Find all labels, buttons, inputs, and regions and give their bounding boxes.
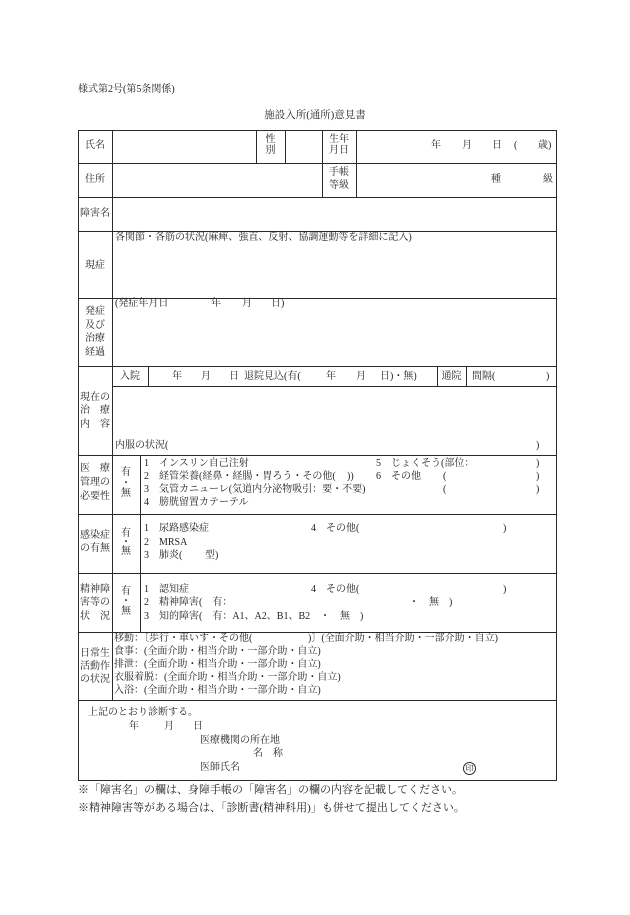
- note-disability-name: ※「障害名」の欄は、身障手帳の「障害名」の欄の内容を記載してください。: [78, 784, 463, 796]
- grade-level-unit: 級: [543, 174, 553, 185]
- infection-presence-no: 無: [121, 546, 131, 557]
- mental-item-3-close: ・ 無 ): [320, 611, 364, 622]
- handbook-label-line-2: 等級: [329, 180, 349, 191]
- treatment-label-line-3: 内 容: [80, 419, 110, 430]
- medical-care-label-line-3: 必要性: [80, 491, 110, 502]
- seal-mark: 印: [463, 762, 476, 775]
- medical-care-presence-yes: 有: [121, 467, 131, 478]
- medical-care-label-line-2: 管理の: [80, 477, 110, 488]
- sex-label-line-2: 別: [265, 145, 276, 156]
- certification-statement: 上記のとおり診断する。: [88, 707, 198, 718]
- grade-type-unit: 種: [491, 174, 501, 185]
- mobility-assistance-options: )〕(全面介助・相当介助・一部介助・自立): [308, 633, 498, 644]
- onset-label-line-4: 経過: [85, 347, 105, 358]
- medical-care-item-2: 2 経管栄養(経鼻・経腸・胃ろう・その他(: [144, 471, 336, 482]
- outpatient-label: 通院: [441, 371, 462, 382]
- infection-presence-dot: ・: [121, 537, 131, 548]
- mental-presence-yes: 有: [121, 586, 131, 597]
- medical-care-item-6-extra-open: (: [443, 484, 447, 495]
- treatment-label-line-2: 治 療: [80, 405, 110, 416]
- form-number: 様式第2号(第5条関係): [78, 84, 175, 95]
- birth-day-unit: 日: [492, 140, 502, 151]
- medical-care-item-4: 4 膀胱留置カテーテル: [144, 497, 249, 508]
- onset-label-line-3: 治療: [85, 333, 105, 344]
- birth-label-line-2: 月日: [329, 145, 349, 156]
- birth-label-line-1: 生年: [329, 134, 349, 145]
- infection-item-2: 2 MRSA: [144, 537, 188, 548]
- note-mental-diagnosis: ※精神障害等がある場合は、「診断書(精神科用)」も併せて提出してください。: [78, 802, 465, 814]
- interval-label: 間隔(: [472, 371, 496, 382]
- infection-item-3: 3 肺炎(: [144, 550, 183, 561]
- infection-item-3-close: 型): [205, 550, 219, 561]
- row-divider: [78, 514, 557, 515]
- physician-name-label: 医師氏名: [200, 762, 240, 773]
- age-unit: 歳): [538, 140, 552, 151]
- medical-care-presence-dot: ・: [121, 478, 131, 489]
- sex-label-line-1: 性: [265, 134, 276, 145]
- symptoms-instruction: 各関節・各筋の状況(麻痺、強直、反射、協調運動等を詳細に記入): [115, 232, 412, 243]
- admission-month-unit: 月: [201, 371, 211, 382]
- address-label: 住所: [85, 174, 105, 185]
- form-title: 施設入所(通所)意見書: [264, 110, 366, 121]
- age-open: (: [514, 140, 518, 151]
- medication-close: ): [536, 440, 540, 451]
- mental-presence-dot: ・: [121, 596, 131, 607]
- disability-name-label: 障害名: [80, 208, 110, 219]
- onset-day-unit: 日): [271, 298, 285, 309]
- treatment-label-line-1: 現在の: [80, 392, 110, 403]
- infection-presence-yes: 有: [121, 528, 131, 539]
- onset-label-line-2: 及び: [85, 320, 105, 331]
- mental-item-4: 4 その他(: [311, 584, 360, 595]
- name-label: 氏名: [85, 140, 105, 151]
- row-divider: [78, 700, 557, 701]
- discharge-year-unit: 年: [326, 371, 336, 382]
- infection-item-4: 4 その他(: [311, 523, 360, 534]
- discharge-day-options: 日)・無): [380, 371, 417, 382]
- treatment-subrow-divider: [112, 386, 557, 387]
- mental-label-line-2: 害等の: [80, 597, 110, 608]
- mental-item-3: 3 知的障害( 有：A1、A2、B1、B2: [144, 611, 311, 622]
- infection-item-4-close: ): [503, 523, 507, 534]
- certification-year-unit: 年: [129, 721, 139, 732]
- institution-name-label: 名 称: [253, 748, 283, 759]
- discharge-outlook-label: 退院見込(有(: [244, 371, 301, 382]
- row-divider: [78, 573, 557, 574]
- birth-month-unit: 月: [462, 140, 472, 151]
- infection-label-line-1: 感染症: [80, 530, 110, 541]
- presence-column-divider: [140, 455, 141, 632]
- daily-living-label-line-2: 活動作: [80, 661, 110, 672]
- medical-care-item-6-open: (: [443, 471, 447, 482]
- medical-care-item-6-close: ): [536, 471, 540, 482]
- infection-item-1: 1 尿路感染症: [144, 523, 209, 534]
- medical-care-item-6: 6 その他: [376, 471, 421, 482]
- medical-care-item-5-close: ): [536, 458, 540, 469]
- birth-year-unit: 年: [431, 140, 441, 151]
- column-divider: [356, 130, 357, 197]
- medical-care-item-3: 3 気管カニューレ(気道内分泌物吸引：要・不要): [144, 484, 366, 495]
- daily-living-label-line-1: 日常生: [80, 648, 110, 659]
- mobility-line: 移動：〔歩行・車いす・その他(: [114, 633, 253, 644]
- column-divider: [466, 366, 467, 386]
- institution-address-label: 医療機関の所在地: [200, 735, 280, 746]
- mental-label-line-3: 状 況: [80, 611, 110, 622]
- onset-year-unit: 年: [211, 298, 221, 309]
- medical-care-item-6-extra-close: ): [536, 484, 540, 495]
- column-divider: [148, 366, 149, 386]
- onset-month-unit: 月: [242, 298, 252, 309]
- medical-care-label-line-1: 医 療: [80, 463, 110, 474]
- mental-item-4-close: ): [503, 584, 507, 595]
- infection-label-line-2: の有無: [80, 543, 110, 554]
- daily-living-label-line-3: の状況: [80, 674, 110, 685]
- certification-month-unit: 月: [164, 721, 174, 732]
- sex-field: [286, 131, 322, 163]
- admission-day-unit: 日: [229, 371, 239, 382]
- admission-year-unit: 年: [172, 371, 182, 382]
- handbook-label-line-1: 手帳: [329, 167, 349, 178]
- address-field: [113, 164, 322, 197]
- disability-name-field: [113, 198, 556, 231]
- medical-care-presence-no: 無: [121, 488, 131, 499]
- row-divider: [78, 366, 557, 367]
- certification-day-unit: 日: [193, 721, 203, 732]
- symptoms-label: 現症: [85, 260, 105, 271]
- medication-label: 内服の状況(: [115, 440, 169, 451]
- toileting-line: 排泄：(全面介助・相当介助・一部介助・自立): [114, 659, 321, 670]
- onset-date-label: (発症年月日: [115, 298, 169, 309]
- eating-line: 食事：(全面介助・相当介助・一部介助・自立): [114, 646, 321, 657]
- medical-care-item-1: 1 インスリン自己注射: [144, 458, 249, 469]
- dressing-line: 衣服着脱：(全面介助・相当介助・一部介助・自立): [114, 672, 341, 683]
- row-divider: [78, 455, 557, 456]
- mental-item-1: 1 認知症: [144, 584, 189, 595]
- mental-presence-no: 無: [121, 606, 131, 617]
- mental-item-2-close: ・ 無 ): [409, 597, 453, 608]
- inpatient-label: 入院: [120, 371, 140, 382]
- mental-item-2: 2 精神障害( 有：: [144, 597, 233, 608]
- bathing-line: 入浴：(全面介助・相当介助・一部介助・自立): [114, 685, 321, 696]
- interval-close: ): [546, 371, 550, 382]
- discharge-month-unit: 月: [356, 371, 366, 382]
- medical-care-item-2-close: )): [347, 471, 354, 482]
- medical-care-item-5: 5 じょくそう(部位：: [376, 458, 475, 469]
- mental-label-line-1: 精神障: [80, 584, 110, 595]
- onset-label-line-1: 発症: [85, 306, 105, 317]
- name-field: [113, 131, 256, 163]
